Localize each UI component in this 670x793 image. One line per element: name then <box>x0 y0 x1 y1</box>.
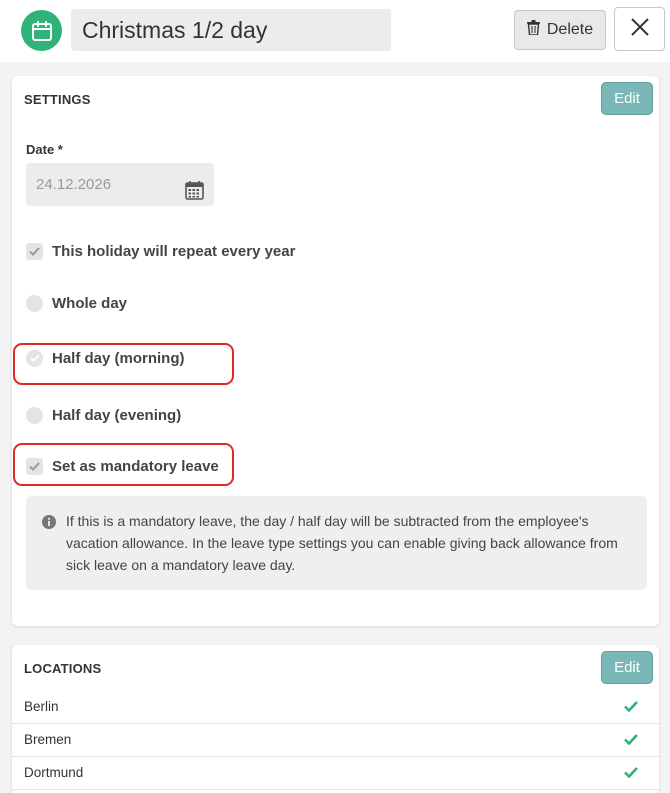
date-label: Date * <box>26 142 63 157</box>
locations-edit-button[interactable]: Edit <box>601 651 653 684</box>
whole-day-label: Whole day <box>52 294 128 312</box>
locations-card <box>12 645 659 793</box>
half-day-morning-radio[interactable] <box>26 350 43 367</box>
date-input[interactable] <box>26 163 214 206</box>
location-name: Bremen <box>24 732 72 747</box>
half-day-evening-radio[interactable] <box>26 407 43 424</box>
info-icon <box>42 513 56 535</box>
calendar-icon[interactable] <box>185 174 204 217</box>
check-icon <box>624 766 638 781</box>
settings-edit-button[interactable]: Edit <box>601 82 653 115</box>
check-icon <box>624 733 638 748</box>
trash-icon <box>527 20 540 40</box>
calendar-badge-icon <box>21 10 62 51</box>
mandatory-leave-label: Set as mandatory leave <box>52 457 219 475</box>
close-button[interactable] <box>614 7 665 51</box>
mandatory-leave-info <box>26 496 647 590</box>
holiday-title-field[interactable]: Christmas 1/2 day <box>71 9 391 51</box>
location-row <box>12 724 659 757</box>
close-icon <box>631 18 649 41</box>
location-row <box>12 757 659 790</box>
half-day-evening-option[interactable] <box>26 404 181 426</box>
location-name: Berlin <box>24 699 59 714</box>
location-row <box>12 691 659 724</box>
repeat-yearly-checkbox[interactable] <box>26 243 43 260</box>
settings-card <box>12 76 659 626</box>
dialog-header <box>0 0 670 62</box>
check-icon <box>624 700 638 715</box>
whole-day-radio[interactable] <box>26 295 43 312</box>
whole-day-option[interactable] <box>26 292 127 314</box>
half-day-morning-label: Half day (morning) <box>52 349 185 367</box>
delete-button[interactable] <box>514 10 606 50</box>
repeat-yearly-label: This holiday will repeat every year <box>52 242 296 260</box>
half-day-morning-option[interactable] <box>26 347 185 369</box>
mandatory-leave-option[interactable] <box>26 455 219 477</box>
date-value: 24.12.2026 <box>36 176 112 193</box>
settings-title: SETTINGS <box>24 92 91 107</box>
delete-label: Delete <box>546 21 594 38</box>
location-name: Dortmund <box>24 765 84 780</box>
repeat-yearly-option[interactable] <box>26 240 295 262</box>
info-text: If this is a mandatory leave, the day / half day will be subtracted from the employee's vacation allowance. In the leave type settings you can enable giving back allowance from sick leave on a mandatory leave day. <box>66 513 618 573</box>
mandatory-leave-checkbox[interactable] <box>26 458 43 475</box>
locations-title: LOCATIONS <box>24 661 102 676</box>
half-day-evening-label: Half day (evening) <box>52 406 182 424</box>
